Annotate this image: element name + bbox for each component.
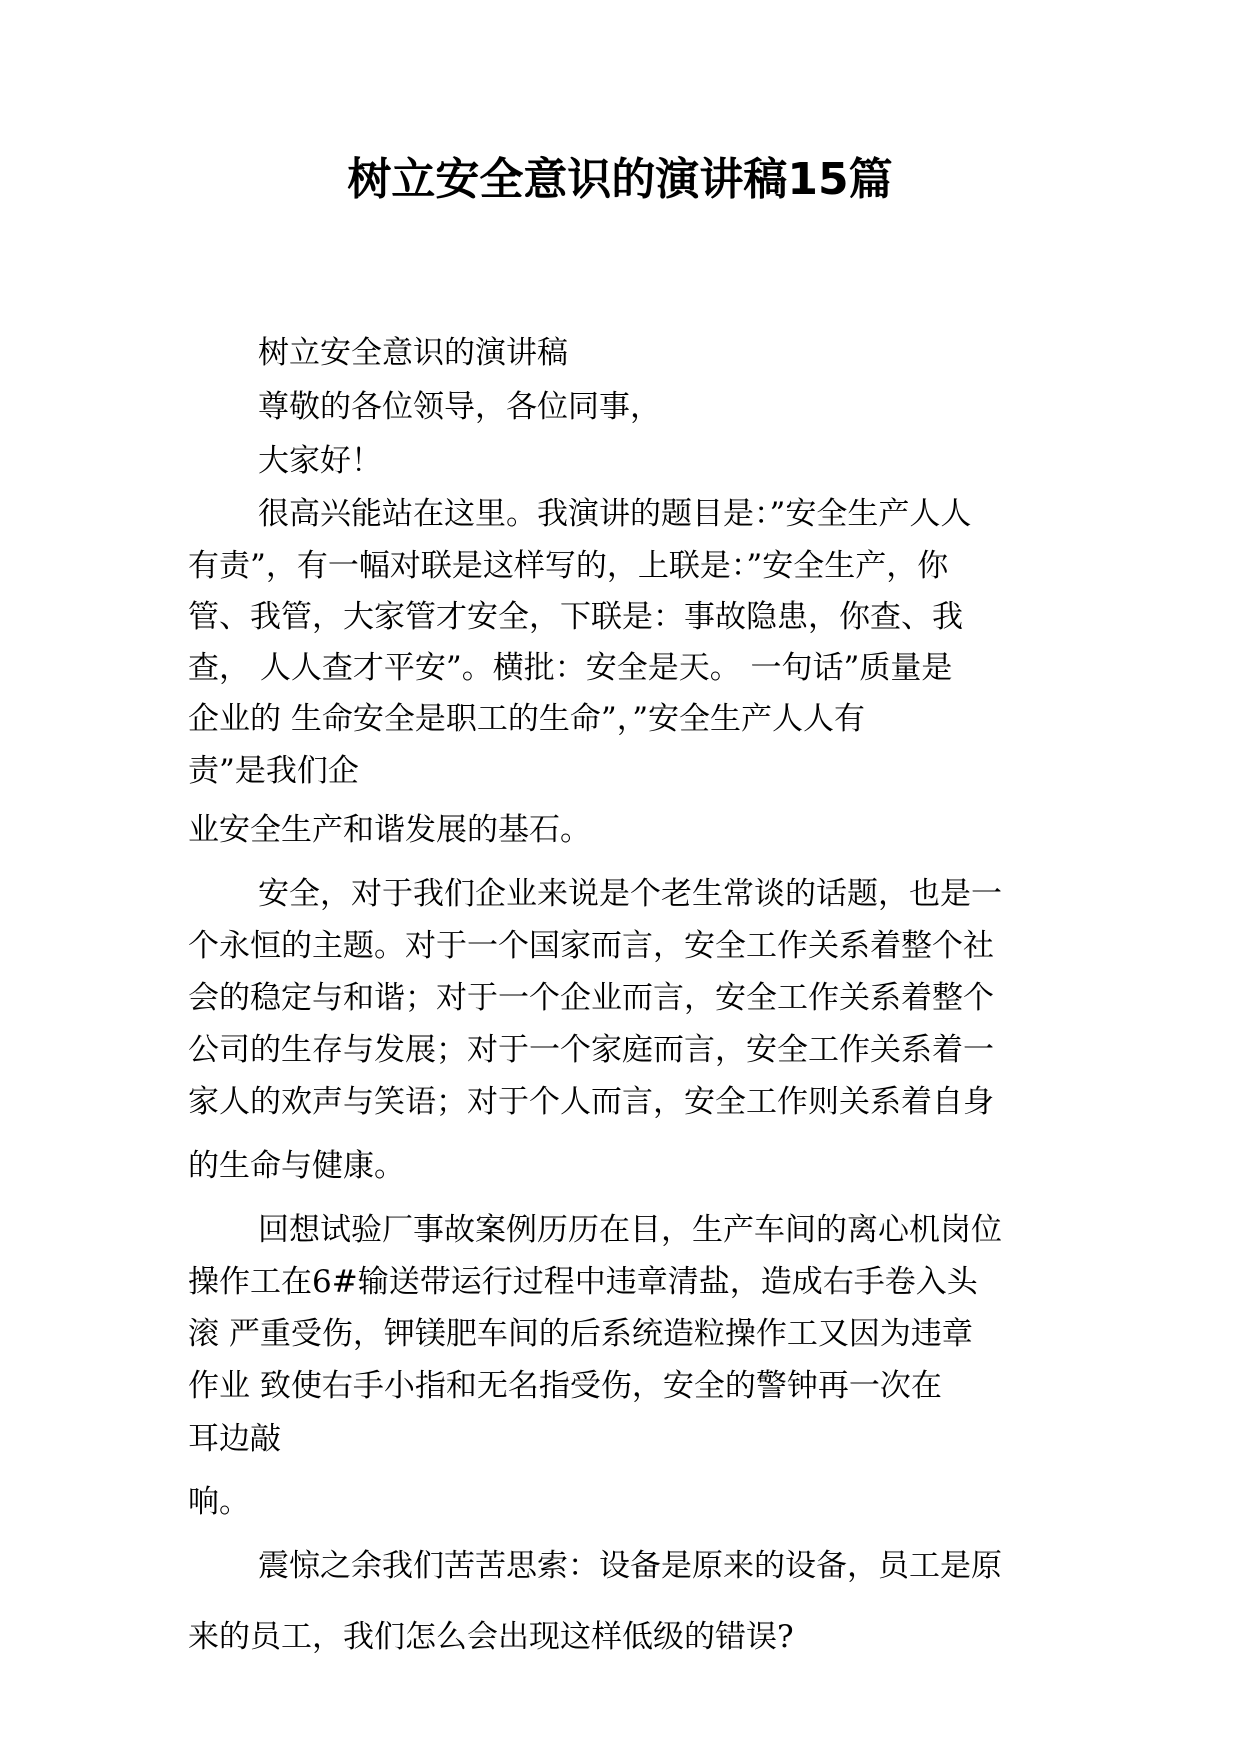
paragraph-line: 滚 严重受伤，钾镁肥车间的后系统造粒操作工又因为违章 [188, 1316, 973, 1352]
paragraph-line: 管、我管，大家管才安全，下联是：事故隐患，你查、我 [188, 599, 963, 635]
paragraph-line: 响。 [188, 1484, 250, 1520]
greeting-line: 大家好！ [258, 443, 382, 479]
paragraph-line: 作业 致使右手小指和无名指受伤，安全的警钟再一次在 [188, 1368, 942, 1404]
paragraph-line: 家人的欢声与笑语；对于个人而言，安全工作则关系着自身 [188, 1084, 994, 1120]
paragraph-line: 来的员工，我们怎么会出现这样低级的错误? [188, 1619, 794, 1655]
paragraph-line: 会的稳定与和谐；对于一个企业而言，安全工作关系着整个 [188, 980, 994, 1016]
paragraph-line: 责”是我们企 [188, 753, 359, 789]
paragraph-line: 业安全生产和谐发展的基石。 [188, 812, 591, 848]
paragraph-line: 很高兴能站在这里。我演讲的题目是：”安全生产人人 [258, 496, 972, 532]
paragraph-line: 回想试验厂事故案例历历在目，生产车间的离心机岗位 [258, 1212, 1002, 1248]
document-title: 树立安全意识的演讲稿15篇 [347, 154, 893, 205]
paragraph-line: 企业的 生命安全是职工的生命”，”安全生产人人有 [188, 701, 866, 737]
paragraph-line: 查， 人人查才平安”。横批：安全是天。 一句话”质量是 [188, 650, 953, 686]
paragraph-line: 个永恒的主题。对于一个国家而言，安全工作关系着整个社 [188, 928, 994, 964]
paragraph-line: 公司的生存与发展；对于一个家庭而言，安全工作关系着一 [188, 1032, 994, 1068]
paragraph-line: 耳边敲 [188, 1421, 281, 1457]
paragraph-line: 操作工在6#输送带运行过程中违章清盐，造成右手卷入头 [188, 1264, 978, 1300]
paragraph-line: 有责”，有一幅对联是这样写的，上联是：”安全生产，你 [188, 548, 949, 584]
paragraph-line: 安全，对于我们企业来说是个老生常谈的话题，也是一 [258, 876, 1002, 912]
paragraph-line: 震惊之余我们苦苦思索：设备是原来的设备，员工是原 [258, 1548, 1002, 1584]
salutation-line: 尊敬的各位领导，各位同事， [258, 389, 661, 425]
speech-heading: 树立安全意识的演讲稿 [258, 335, 568, 371]
paragraph-line: 的生命与健康。 [188, 1148, 405, 1184]
